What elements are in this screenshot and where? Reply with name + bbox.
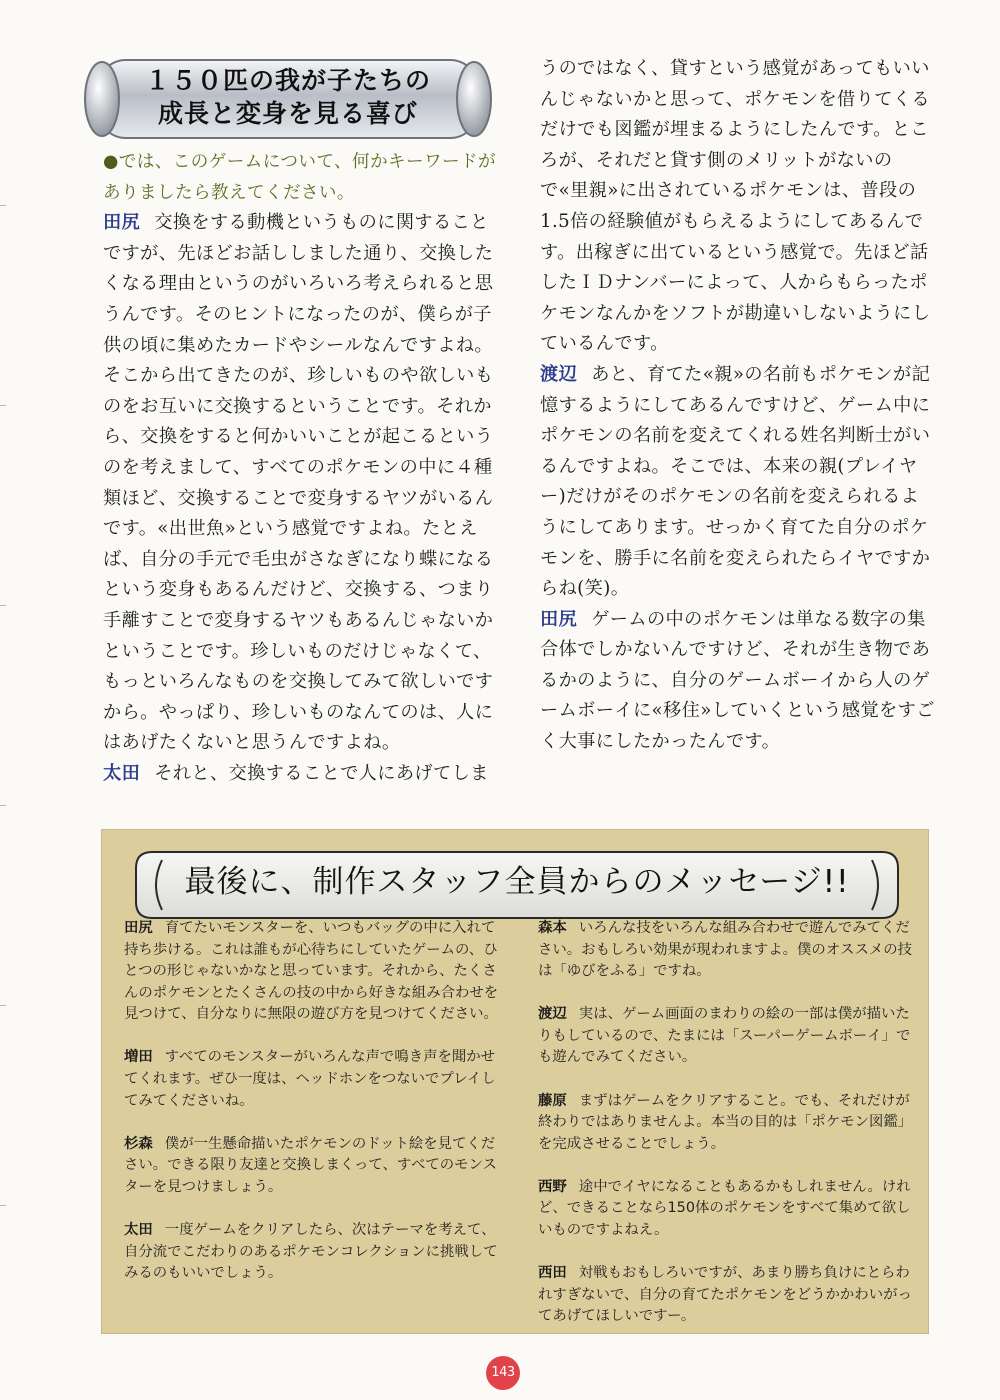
staff-message-box bbox=[101, 829, 929, 1334]
staff-message bbox=[124, 1220, 500, 1285]
left-column bbox=[103, 147, 503, 789]
staff-message-text: まずはゲームをクリアすること。でも、それだけが終わりではありませんよ。本当の目的は「ポケモン図鑑」を完成させることでしょう。 bbox=[538, 1092, 913, 1152]
staff-name: 杉森 bbox=[124, 1135, 153, 1152]
speaker-name: 田尻 bbox=[540, 608, 578, 630]
edge-tick bbox=[0, 605, 6, 606]
staff-message-text: 育てたいモンスターを、いつもバッグの中に入れて持ち歩ける。これは誰もが心待ちにしていたゲームの、ひとつの形じゃないかなと思っています。それから、たくさんのポケモンとたくさんの技の中から好きな組み合わせを見つけて、自分なりに無限の遊び方を見つけてください。 bbox=[124, 920, 499, 1023]
edge-tick bbox=[0, 1205, 6, 1206]
answer-paragraph bbox=[540, 54, 935, 360]
staff-message bbox=[538, 918, 914, 983]
answer-text: ゲームの中のポケモンは単なる数字の集合体でしかないんですけど、それが生き物であるかのように、自分のゲームボーイから人のゲームボーイに«移住»していくという感覚をすごく大事にしたかったんです。 bbox=[540, 608, 935, 753]
heading-line-2: 成長と変身を見る喜び bbox=[157, 99, 418, 128]
staff-message bbox=[538, 1091, 914, 1156]
staff-name: 増田 bbox=[124, 1049, 153, 1066]
staff-message-text: 途中でイヤになることもあるかもしれません。けれど、できることなら150体のポケモンをすべて集めて欲しいものですよねえ。 bbox=[538, 1178, 911, 1239]
staff-name: 渡辺 bbox=[538, 1006, 567, 1023]
staff-name: 西田 bbox=[538, 1265, 567, 1282]
message-column-left bbox=[124, 918, 500, 1306]
message-box-title: 最後に、制作スタッフ全員からのメッセージ!! bbox=[184, 864, 850, 900]
staff-message bbox=[538, 1263, 914, 1328]
answer-paragraph bbox=[540, 605, 935, 758]
section-heading bbox=[84, 64, 492, 130]
speaker-name: 田尻 bbox=[103, 212, 141, 234]
heading-line-1: １５０匹の我が子たちの bbox=[144, 66, 431, 95]
staff-name: 藤原 bbox=[538, 1092, 567, 1109]
question-bullet: ● bbox=[103, 152, 119, 172]
section-heading-banner bbox=[84, 58, 492, 140]
staff-name: 田尻 bbox=[124, 920, 153, 936]
message-column-right bbox=[538, 918, 914, 1349]
answer-text: あと、育てた«親»の名前もポケモンが記憶するようにしてあるんですけど、ゲーム中にポケモンの名前を変えてくれる姓名判断士がいるんですよね。そこでは、本来の親(プレイヤー)だけがそのポケモンの名前を変えられるようにしてあります。せっかく育てた自分のポケモンを、勝手に名前を変えられたらイヤですからね(笑)。 bbox=[540, 363, 931, 600]
answer-paragraph bbox=[103, 208, 503, 759]
answer-text: 交換をする動機というものに関することですが、先ほどお話ししました通り、交換したくなる理由というのがいろいろ考えられると思うんです。そのヒントになったのが、僕らが子供の頃に集めたカードやシールなんですよね。そこから出てきたのが、珍しいものや欲しいものをお互いに交換するということです。それから、交換をすると何かいいことが起こるというのを考えまして、すべてのポケモンの中に４種類ほど、交換することで変身するヤツがいるんです。«出世魚»という感覚ですよね。たとえば、自分の手元で毛虫がさなぎになり蝶になるという変身もあるんだけど、交換する、つまり手離すことで変身するヤツもあるんじゃないかということです。珍しいものだけじゃなくて、もっといろんなものを交換してみて欲しいですから。やっぱり、珍しいものなんてのは、人にはあげたくないと思うんですよね。 bbox=[103, 212, 494, 754]
edge-tick bbox=[0, 205, 6, 206]
answer-text: それと、交換することで人にあげてしま bbox=[154, 762, 489, 784]
answer-text: うのではなく、貸すという感覚があってもいいんじゃないかと思って、ポケモンを借りてくるだけでも図鑑が埋まるようにしたんです。ところが、それだと貸す側のメリットがないので«里親»に出されているポケモンは、普段の1.5倍の経験値がもらえるようにしてあるんです。出稼ぎに出ているという感覚で。先ほど話したＩＤナンバーによって、人からもらったポケモンなんかをソフトが勘違いしないようにしているんです。 bbox=[540, 58, 931, 355]
staff-message-text: いろんな技をいろんな組み合わせで遊んでみてください。おもしろい効果が現われますよ。僕のオススメの技は「ゆびをふる」ですね。 bbox=[538, 920, 913, 980]
staff-message bbox=[124, 1047, 500, 1112]
staff-message-text: 一度ゲームをクリアしたら、次はテーマを考えて、自分流でこだわりのあるポケモンコレクションに挑戦してみるのもいいでしょう。 bbox=[124, 1222, 498, 1282]
message-box-header bbox=[132, 848, 902, 922]
staff-message bbox=[538, 1177, 914, 1242]
question-text: では、このゲームについて、何かキーワードがありましたら教えてください。 bbox=[103, 152, 496, 203]
speaker-name: 渡辺 bbox=[540, 363, 578, 385]
staff-message bbox=[124, 1134, 500, 1199]
page-number: 143 bbox=[486, 1356, 520, 1390]
edge-tick bbox=[0, 805, 6, 806]
staff-message-text: すべてのモンスターがいろんな声で鳴き声を聞かせてくれます。ぜひ一度は、ヘッドホンをつないでプレイしてみてくださいね。 bbox=[124, 1049, 496, 1109]
staff-name: 太田 bbox=[124, 1222, 153, 1239]
staff-name: 森本 bbox=[538, 920, 567, 936]
edge-tick bbox=[0, 1005, 6, 1006]
staff-message bbox=[124, 918, 500, 1026]
staff-message-text: 対戦もおもしろいですが、あまり勝ち負けにとらわれすぎないで、自分の育てたポケモンをどうかかわいがってあげてほしいですー。 bbox=[538, 1265, 912, 1325]
answer-paragraph bbox=[540, 360, 935, 605]
interview-question bbox=[103, 147, 503, 208]
staff-message bbox=[538, 1004, 914, 1069]
answer-paragraph bbox=[103, 759, 503, 790]
speaker-name: 太田 bbox=[103, 762, 141, 784]
staff-message-text: 僕が一生懸命描いたポケモンのドット絵を見てください。できる限り友達と交換しまくって、すべてのモンスターを見つけましょう。 bbox=[124, 1135, 497, 1195]
staff-name: 西野 bbox=[538, 1178, 567, 1195]
edge-tick bbox=[0, 405, 6, 406]
staff-message-text: 実は、ゲーム画面のまわりの絵の一部は僕が描いたりもしているので、たまには「スーパーゲームボーイ」でも遊んでみてください。 bbox=[538, 1006, 911, 1066]
right-column bbox=[540, 54, 935, 758]
